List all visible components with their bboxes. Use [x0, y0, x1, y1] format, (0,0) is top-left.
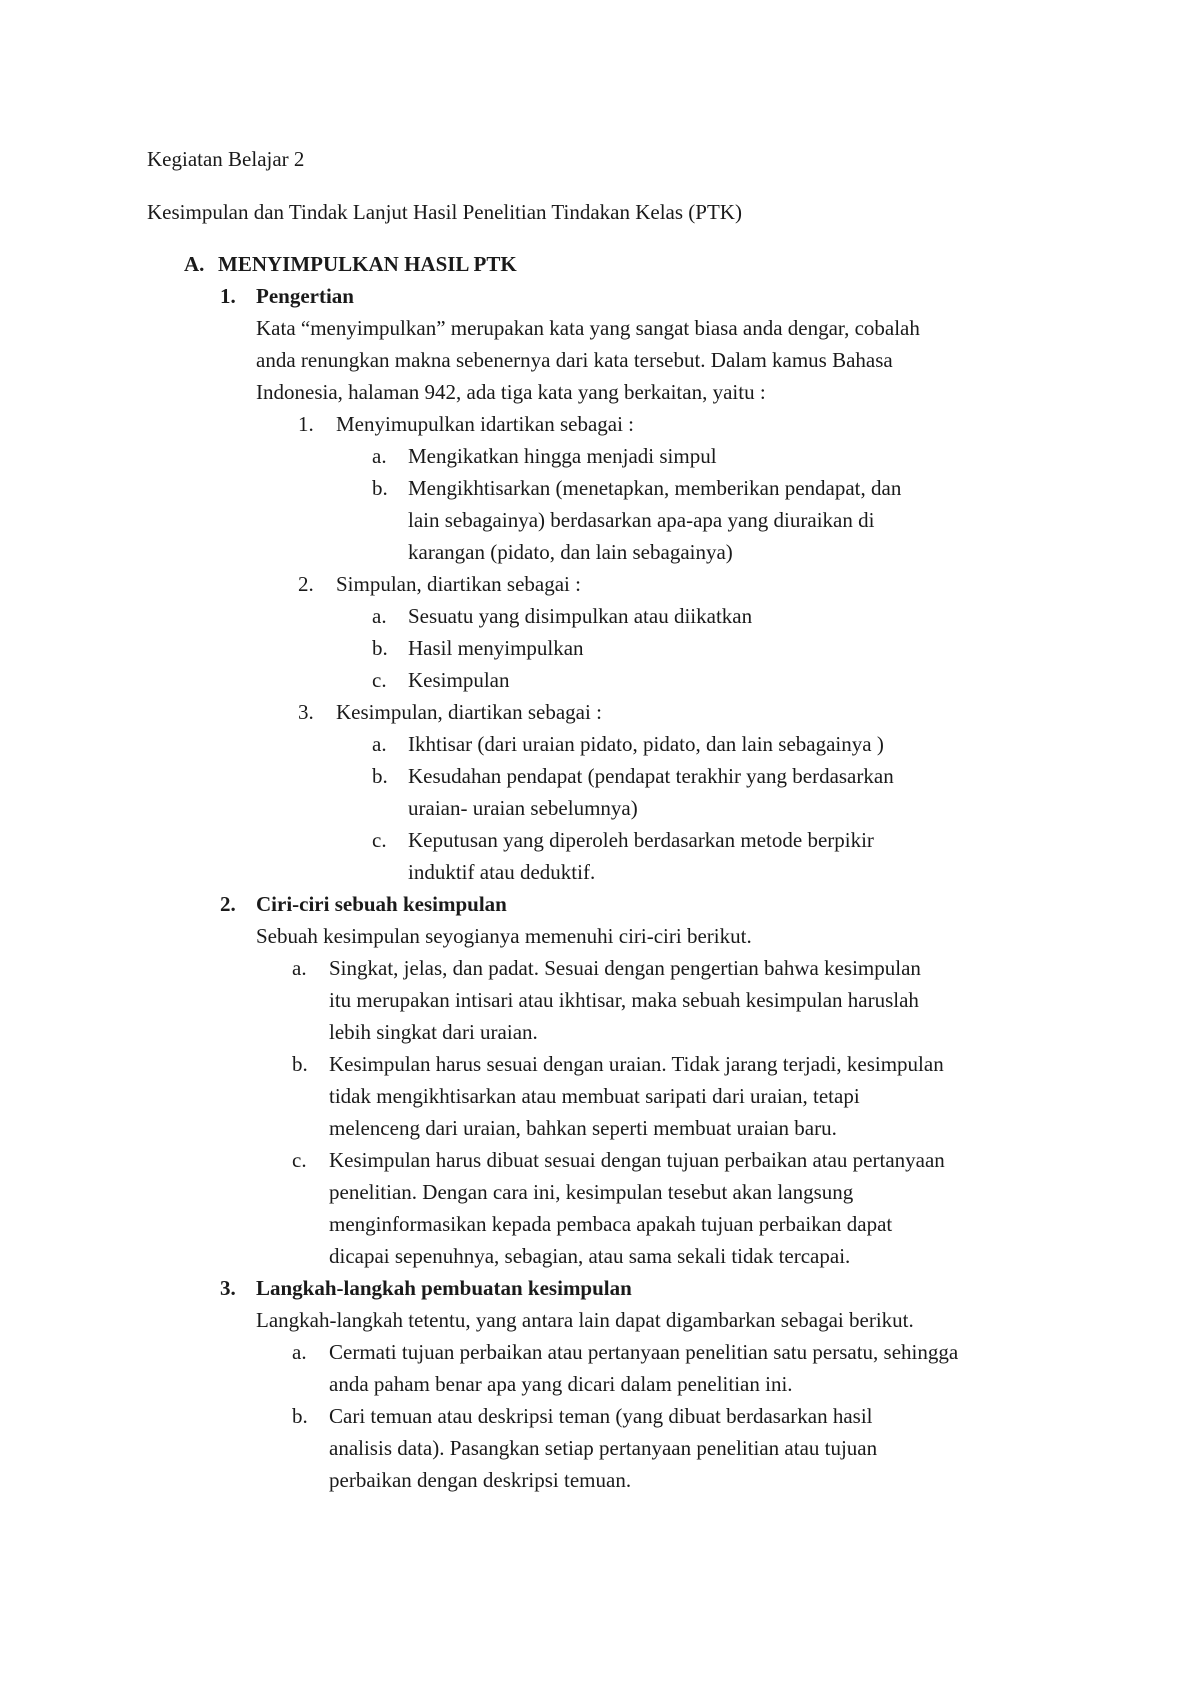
sub-list-marker: b.	[372, 764, 388, 788]
section-3-marker: 3.	[220, 1276, 236, 1300]
sub-list-item: lain sebagainya) berdasarkan apa-apa yang diuraikan di	[408, 508, 875, 532]
list-marker: b.	[292, 1052, 308, 1076]
section-2-marker: 2.	[220, 892, 236, 916]
list-marker: 2.	[298, 572, 314, 596]
sub-list-marker: c.	[372, 668, 387, 692]
list-item: Cermati tujuan perbaikan atau pertanyaan penelitian satu persatu, sehingga	[329, 1340, 959, 1364]
paragraph-line: anda renungkan makna sebenernya dari kata tersebut. Dalam kamus Bahasa	[256, 348, 893, 372]
sub-list-item: uraian- uraian sebelumnya)	[408, 796, 638, 820]
list-marker: a.	[292, 1340, 307, 1364]
list-item: Cari temuan atau deskripsi teman (yang dibuat berdasarkan hasil	[329, 1404, 873, 1428]
list-item: Kesimpulan harus dibuat sesuai dengan tujuan perbaikan atau pertanyaan	[329, 1148, 945, 1172]
sub-list-item: karangan (pidato, dan lain sebagainya)	[408, 540, 733, 564]
sub-list-item: Ikhtisar (dari uraian pidato, pidato, dan lain sebagainya )	[408, 732, 884, 756]
list-item: analisis data). Pasangkan setiap pertanyaan penelitian atau tujuan	[329, 1436, 878, 1460]
section-3-intro: Langkah-langkah tetentu, yang antara lain dapat digambarkan sebagai berikut.	[256, 1308, 914, 1332]
list-item: itu merupakan intisari atau ikhtisar, maka sebuah kesimpulan haruslah	[329, 988, 919, 1012]
section-a-marker: A.	[184, 252, 205, 276]
sub-list-item: induktif atau deduktif.	[408, 860, 596, 884]
sub-list-marker: a.	[372, 604, 387, 628]
list-marker: b.	[292, 1404, 308, 1428]
section-3-title: Langkah-langkah pembuatan kesimpulan	[256, 1276, 632, 1300]
list-item: penelitian. Dengan cara ini, kesimpulan tesebut akan langsung	[329, 1180, 854, 1204]
sub-list-item: Hasil menyimpulkan	[408, 636, 584, 660]
sub-list-marker: c.	[372, 828, 387, 852]
list-item: Singkat, jelas, dan padat. Sesuai dengan pengertian bahwa kesimpulan	[329, 956, 921, 980]
list-item: menginformasikan kepada pembaca apakah tujuan perbaikan dapat	[329, 1212, 893, 1236]
section-a-title: MENYIMPULKAN HASIL PTK	[218, 252, 517, 276]
list-item: Kesimpulan harus sesuai dengan uraian. Tidak jarang terjadi, kesimpulan	[329, 1052, 944, 1076]
list-item: dicapai sepenuhnya, sebagian, atau sama sekali tidak tercapai.	[329, 1244, 851, 1268]
list-item: melenceng dari uraian, bahkan seperti membuat uraian baru.	[329, 1116, 837, 1140]
list-item: tidak mengikhtisarkan atau membuat saripati dari uraian, tetapi	[329, 1084, 860, 1108]
sub-list-item: Mengikhtisarkan (menetapkan, memberikan pendapat, dan	[408, 476, 902, 500]
paragraph-line: Kata “menyimpulkan” merupakan kata yang sangat biasa anda dengar, cobalah	[256, 316, 920, 340]
list-item: Kesimpulan, diartikan sebagai :	[336, 700, 602, 724]
section-1-marker: 1.	[220, 284, 236, 308]
section-1-title: Pengertian	[256, 284, 354, 308]
list-item: Menyimupulkan idartikan sebagai :	[336, 412, 635, 436]
sub-list-item: Sesuatu yang disimpulkan atau diikatkan	[408, 604, 753, 628]
sub-list-marker: b.	[372, 476, 388, 500]
document-title: Kesimpulan dan Tindak Lanjut Hasil Penelitian Tindakan Kelas (PTK)	[147, 200, 742, 224]
sub-list-item: Kesimpulan	[408, 668, 510, 692]
list-item: perbaikan dengan deskripsi temuan.	[329, 1468, 632, 1492]
sub-list-item: Keputusan yang diperoleh berdasarkan metode berpikir	[408, 828, 874, 852]
sub-list-item: Mengikatkan hingga menjadi simpul	[408, 444, 717, 468]
list-marker: 1.	[298, 412, 314, 436]
sub-list-marker: a.	[372, 732, 387, 756]
list-marker: c.	[292, 1148, 307, 1172]
list-marker: a.	[292, 956, 307, 980]
sub-list-marker: a.	[372, 444, 387, 468]
paragraph-line: Indonesia, halaman 942, ada tiga kata yang berkaitan, yaitu :	[256, 380, 766, 404]
document-heading: Kegiatan Belajar 2	[147, 147, 305, 171]
section-2-title: Ciri-ciri sebuah kesimpulan	[256, 892, 507, 916]
list-item: anda paham benar apa yang dicari dalam penelitian ini.	[329, 1372, 793, 1396]
sub-list-marker: b.	[372, 636, 388, 660]
list-item: Simpulan, diartikan sebagai :	[336, 572, 581, 596]
list-item: lebih singkat dari uraian.	[329, 1020, 538, 1044]
section-2-intro: Sebuah kesimpulan seyogianya memenuhi ciri-ciri berikut.	[256, 924, 752, 948]
sub-list-item: Kesudahan pendapat (pendapat terakhir yang berdasarkan	[408, 764, 894, 788]
list-marker: 3.	[298, 700, 314, 724]
